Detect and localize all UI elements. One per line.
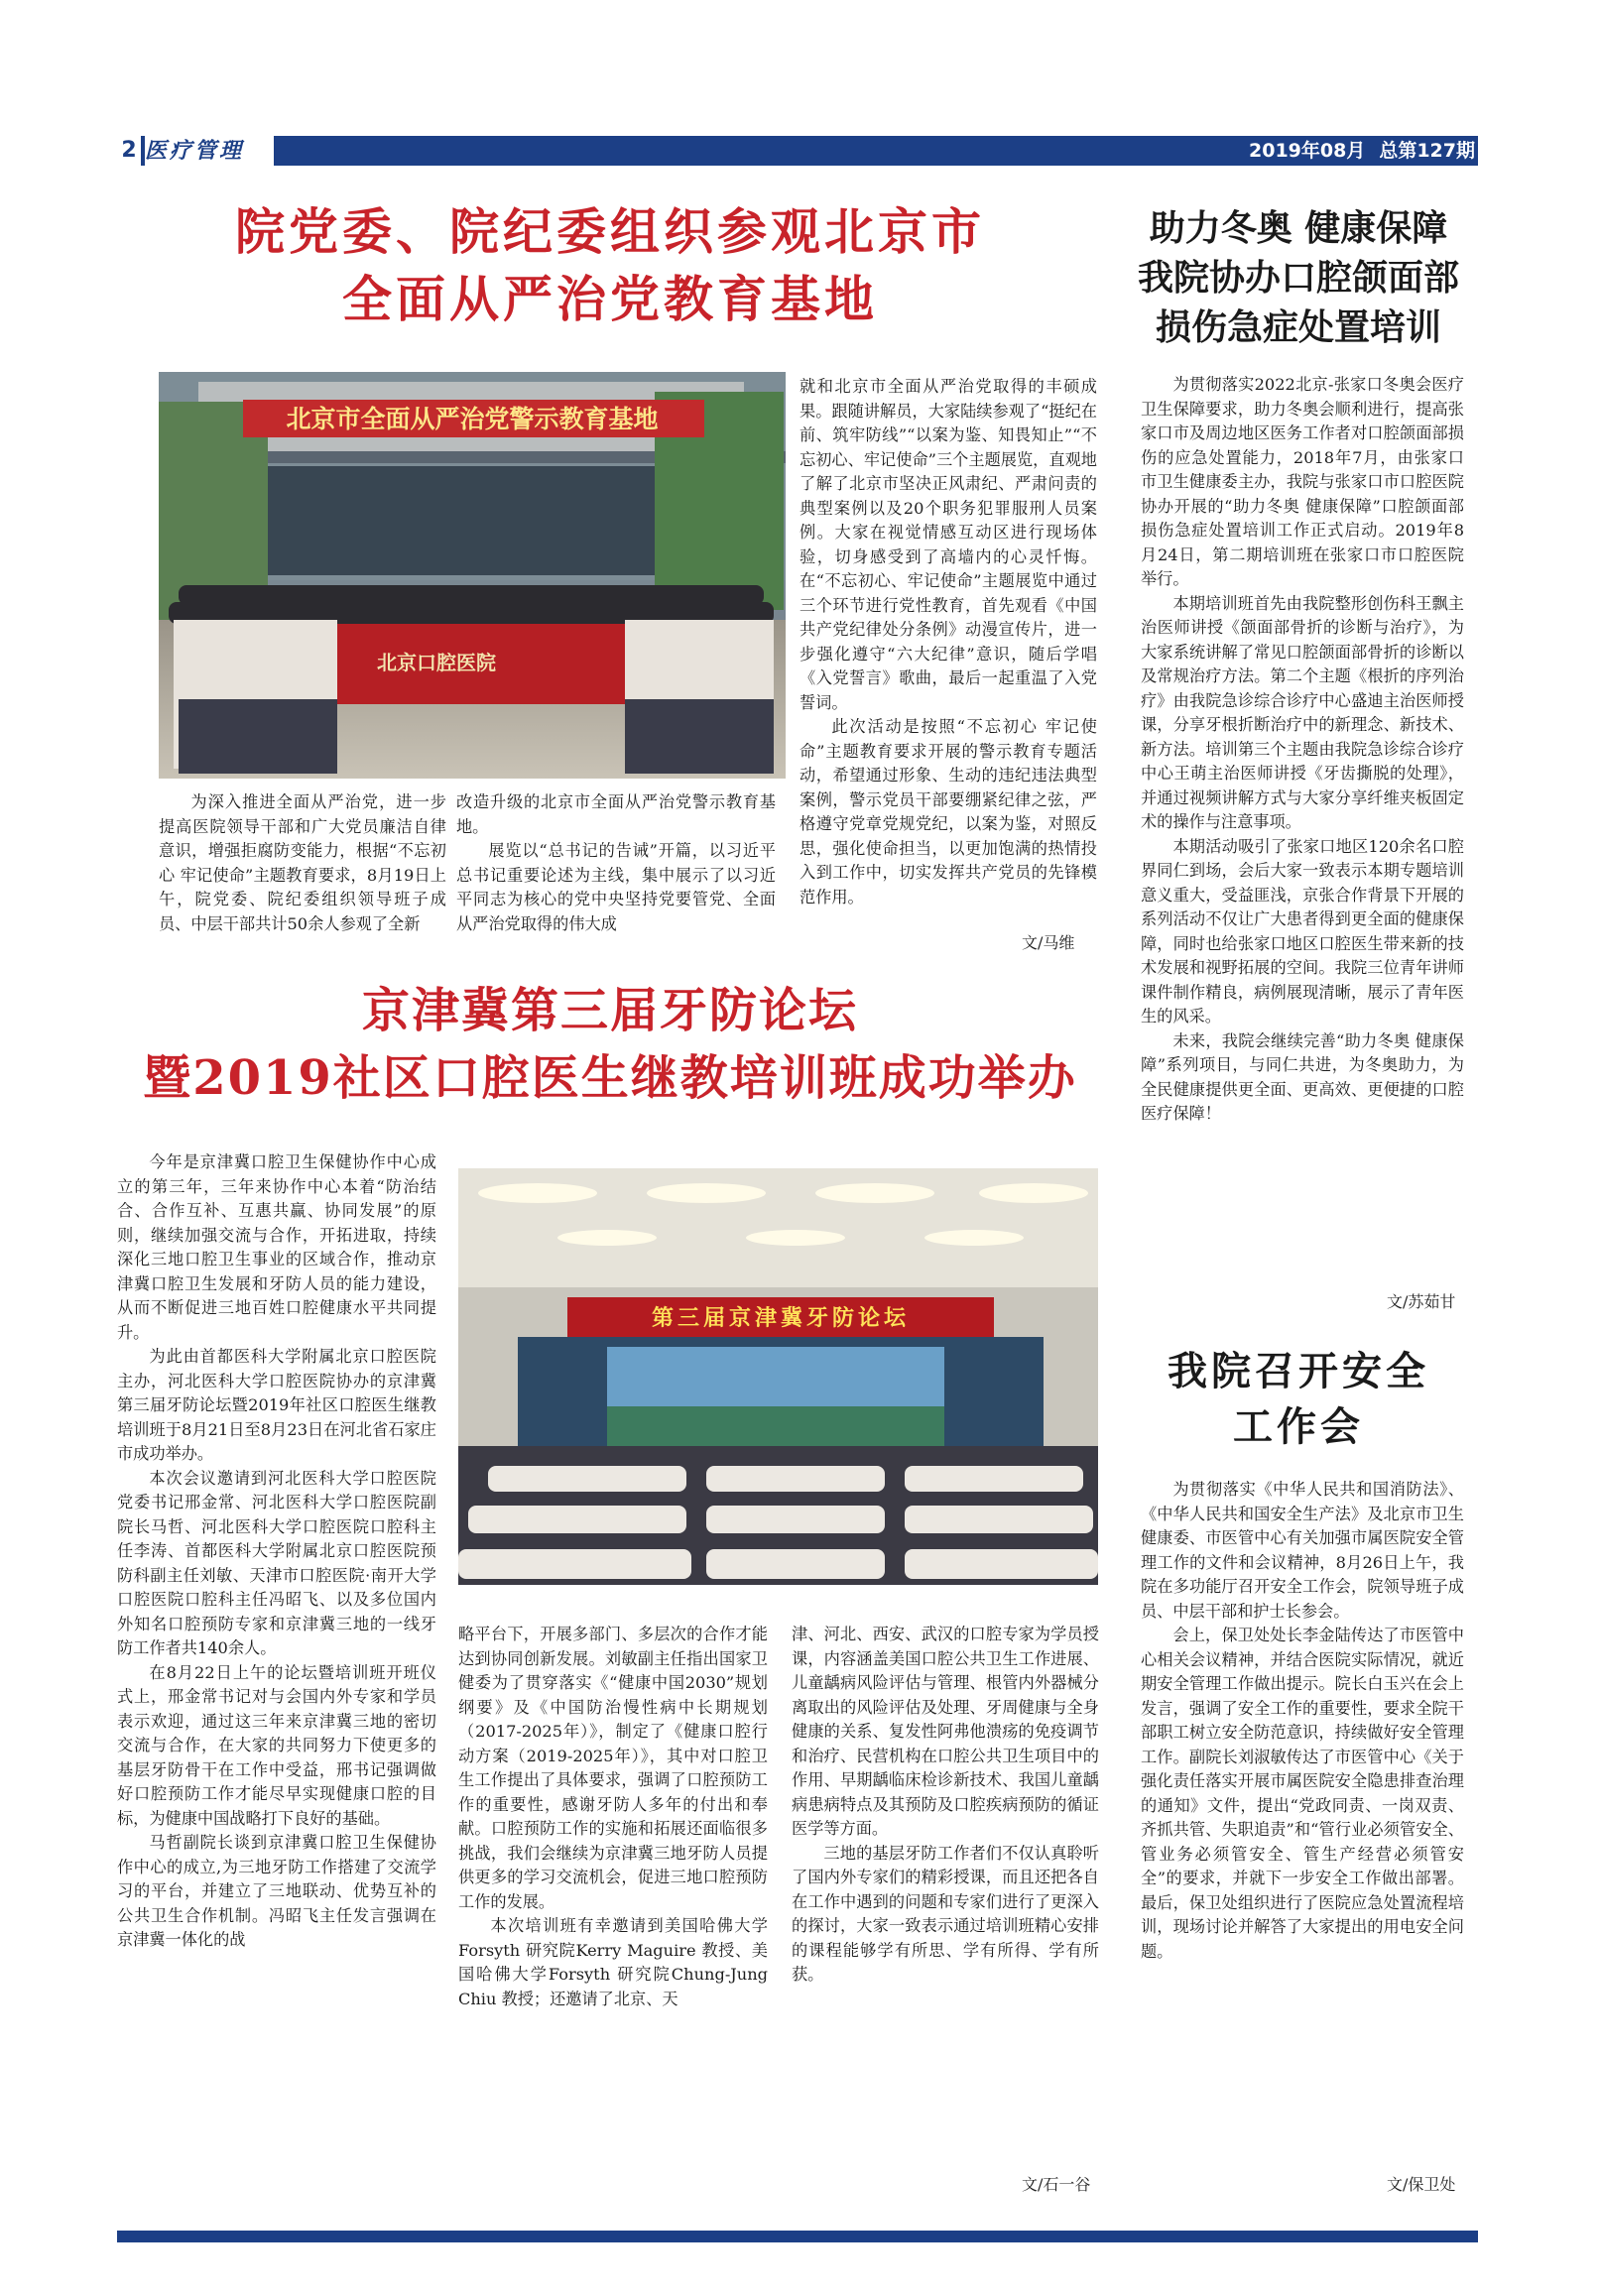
article2-paragraph: 本次会议邀请到河北医科大学口腔医院党委书记邢金常、河北医科大学口腔医院副院长马哲、河北医科大学口腔医院口腔科主任李涛、首都医科大学附属北京口腔医院预防科副主任刘敏、天津市口腔医院·南开大学口腔医院口腔科主任冯昭飞、以及多位国内外知名口腔预防专家和京津冀三地的一线牙防工作者共140余人。 — [117, 1468, 436, 1657]
photo-banner-text: 北京市全面从严治党警示教育基地 — [286, 405, 659, 433]
article1-paragraph: 此次活动是按照“不忘初心 牢记使命”主题教育要求开展的警示教育专题活动，希望通过形象、生动的违纪违法典型案例，警示党员干部要绷紧纪律之弦，严格遵守党章党规党纪，以案为鉴，对照反思，强化使命担当，以更加饱满的热情投入到工作中，切实发挥共产党员的先锋模范作用。 — [800, 717, 1097, 906]
article2-paragraph: 略平台下，开展多部门、多层次的合作才能达到协同创新发展。刘敏副主任指出国家卫健委为了贯穿落实《“健康中国2030”规划纲要》及《中国防治慢性病中长期规划（2017-2025年）》，制定了《健康口腔行动方案（2019-2025年）》，其中对口腔卫生工作提出了具体要求，强调了口腔预防工作的重要性，感谢牙防人多年的付出和奉献。口腔预防工作的实施和拓展还面临很多挑战，我们会继续为京津冀三地牙防人员提供更多的学习交流机会，促进三地口腔预防工作的发展。 — [458, 1625, 768, 1911]
article2-title — [119, 977, 1101, 1112]
article2-photo — [458, 1168, 1098, 1585]
section-title: 医疗管理 — [145, 136, 274, 166]
article2-paragraph: 在8月22日上午的论坛暨培训班开班仪式上，邢金常书记对与会国内外专家和学员表示欢迎，通过这三年来京津冀三地的密切交流与合作，在大家的共同努力下使更多的基层牙防骨干在工作中受益，邢书记强调做好口腔预防工作才能尽早实现健康口腔的目标，为健康中国战略打下良好的基础。 — [117, 1662, 436, 1828]
article1-paragraph: 为深入推进全面从严治党，进一步提高医院领导干部和广大党员廉洁自律意识，增强拒腐防变能力，根据“不忘初心 牢记使命”主题教育要求，8月19日上午，院党委、院纪委组织领导班子成员、中层干部共计50余人参观了全新 — [159, 792, 446, 933]
article2-col2 — [458, 1623, 768, 2011]
issue-info — [1235, 136, 1475, 166]
article4-paragraph: 为贯彻落实《中华人民共和国消防法》、《中华人民共和国安全生产法》及北京市卫生健康委、市医管中心有关加强市属医院安全管理工作的文件和会议精神，8月26日上午，我院在多功能厅召开安全工作会，院领导班子成员、中层干部和护士长参会。 — [1141, 1480, 1464, 1621]
article2-paragraph: 今年是京津冀口腔卫生保健协作中心成立的第三年，三年来协作中心本着“防治结合、合作互补、互惠共赢、协同发展”的原则，继续加强交流与合作，开拓进取，持续深化三地口腔卫生事业的区域合作，推动京津冀口腔卫生发展和牙防人员的能力建设，从而不断促进三地百姓口腔健康水平共同提升。 — [117, 1152, 436, 1342]
footer-bar — [117, 2231, 1478, 2242]
article2-paragraph: 马哲副院长谈到京津冀口腔卫生保健协作中心的成立,为三地牙防工作搭建了交流学习的平台，并建立了三地联动、优势互补的公共卫生合作机制。冯昭飞主任发言强调在京津冀一体化的战 — [117, 1833, 436, 1949]
article1-col2 — [456, 790, 776, 936]
article3-byline: 文/苏茹甘 — [1387, 1292, 1456, 1311]
article4-title — [1119, 1344, 1478, 1455]
article1-title-line2: 全面从严治党教育基地 — [342, 270, 878, 328]
article2-title-line2: 暨2019社区口腔医生继教培训班成功举办 — [143, 1050, 1077, 1106]
article3-title-line2: 我院协办口腔颌面部 — [1137, 257, 1459, 299]
article2-paragraph: 津、河北、西安、武汉的口腔专家为学员授课，内容涵盖美国口腔公共卫生工作进展、儿童龋病风险评估与管理、根管内外器械分离取出的风险评估及处理、牙周健康与全身健康的关系、复发性阿弗他溃疡的免疫调节和治疗、民营机构在口腔公共卫生项目中的作用、早期龋临床检诊新技术、我国儿童龋病患病特点及其预防及口腔疾病预防的循证医学等方面。 — [792, 1625, 1099, 1838]
photo-banner-text: 第三届京津冀牙防论坛 — [651, 1306, 911, 1331]
issue-date: 2019年08月 — [1249, 140, 1366, 162]
article4-paragraph: 会上，保卫处处长李金陆传达了市医管中心相关会议精神，并结合医院实际情况，就近期安全管理工作做出提示。院长白玉兴在会上发言，强调了安全工作的重要性，要求全院干部职工树立安全防范意识，持续做好安全管理工作。副院长刘淑敏传达了市医管中心《关于强化责任落实开展市属医院安全隐患排查治理的通知》文件，提出“党政同责、一岗双责、齐抓共管、失职追责”和“管行业必须管安全、管业务必须管安全、管生产经营必须管安全”的要求，并就下一步安全工作做出部署。最后，保卫处组织进行了医院应急处置流程培训，现场讨论并解答了大家提出的用电安全问题。 — [1141, 1626, 1464, 1961]
article1-photo — [159, 372, 786, 779]
article2-paragraph: 三地的基层牙防工作者们不仅认真聆听了国内外专家们的精彩授课，而且还把各自在工作中遇到的问题和专家们进行了更深入的探讨，大家一致表示通过培训班精心安排的课程能够学有所思、学有所得、学有所获。 — [792, 1843, 1099, 1984]
article3-title-line1: 助力冬奥 健康保障 — [1149, 207, 1448, 249]
article4-byline: 文/保卫处 — [1387, 2175, 1456, 2194]
article3-title-line3: 损伤急症处置培训 — [1155, 306, 1441, 348]
article2-title-line1: 京津冀第三届牙防论坛 — [361, 983, 858, 1038]
article3-body — [1141, 373, 1464, 1127]
article4-body — [1141, 1478, 1464, 1964]
article3-paragraph: 本期活动吸引了张家口地区120余名口腔界同仁到场，会后大家一致表示本期专题培训意义重大，受益匪浅，京张合作背景下开展的系列活动不仅让广大患者得到更全面的健康保障，同时也给张家口地区口腔医生带来新的技术发展和视野拓展的空间。我院三位青年讲师课件制作精良，病例展现清晰，展示了青年医生的风采。 — [1141, 836, 1464, 1026]
article1-paragraph: 就和北京市全面从严治党取得的丰硕成果。跟随讲解员，大家陆续参观了“挺纪在前、筑牢防线”“以案为鉴、知畏知止”“不忘初心、牢记使命”三个主题展览，直观地了解了北京市坚决正风肃纪、严肃问责的典型案例以及20个职务犯罪服刑人员案例。大家在视觉情感互动区进行现场体验，切身感受到了高墙内的心灵忏悔。在“不忘初心、牢记使命”主题展览中通过三个环节进行党性教育，首先观看《中国共产党纪律处分条例》动漫宣传片，进一步强化遵守“六大纪律”意识，随后学唱《入党誓言》歌曲，最后一起重温了入党誓词。 — [800, 377, 1097, 712]
article2-paragraph: 为此由首都医科大学附属北京口腔医院主办，河北医科大学口腔医院协办的京津冀第三届牙防论坛暨2019年社区口腔医生继教培训班于8月21日至8月23日在河北省石家庄市成功举办。 — [117, 1347, 436, 1463]
article1-title — [119, 198, 1101, 333]
flag-text: 北京口腔医院 — [377, 651, 496, 674]
article3-paragraph: 本期培训班首先由我院整形创伤科王飘主治医师讲授《颌面部骨折的诊断与治疗》，为大家系统讲解了常见口腔颌面部骨折的诊断以及常规治疗方法。第二个主题《根折的序列治疗》由我院急诊综合诊疗中心盛迪主治医师授课，分享牙根折断治疗中的新理念、新技术、新方法。培训第三个主题由我院急诊综合诊疗中心王萌主治医师讲授《牙齿撕脱的处理》，并通过视频讲解方式与大家分享纤维夹板固定术的操作与注意事项。 — [1141, 593, 1464, 831]
article1-title-line1: 院党委、院纪委组织参观北京市 — [235, 202, 985, 261]
article1-col3 — [800, 375, 1097, 909]
article1-col1 — [159, 790, 446, 936]
article1-byline: 文/马维 — [1022, 933, 1075, 952]
issue-number: 总第127期 — [1379, 140, 1475, 162]
article2-paragraph: 本次培训班有幸邀请到美国哈佛大学Forsyth 研究院Kerry Maguire 教授、美国哈佛大学Forsyth 研究院Chung-Jung Chiu 教授；还邀请了北京、天 — [458, 1916, 768, 2008]
article2-col1 — [117, 1150, 436, 1953]
article4-title-line2: 工作会 — [1233, 1403, 1364, 1450]
article3-paragraph: 为贯彻落实2022北京-张家口冬奥会医疗卫生保障要求，助力冬奥会顺利进行，提高张家口市及周边地区医务工作者对口腔颌面部损伤的应急处置能力，2018年7月，由张家口市卫生健康委主办，我院与张家口市口腔医院协办开展的“助力冬奥 健康保障”口腔颌面部损伤急症处置培训工作正式启动。2019年8月24日，第二期培训班在张家口市口腔医院举行。 — [1141, 375, 1464, 588]
page-number: 2 — [117, 136, 141, 166]
article2-byline: 文/石一谷 — [1022, 2175, 1091, 2194]
article1-paragraph: 改造升级的北京市全面从严治党警示教育基地。 — [456, 792, 776, 836]
article2-col3 — [792, 1623, 1099, 1988]
article4-title-line1: 我院召开安全 — [1168, 1348, 1429, 1394]
article1-paragraph: 展览以“总书记的告诫”开篇，以习近平总书记重要论述为主线，集中展示了以习近平同志为核心的党中央坚持党要管党、全面从严治党取得的伟大成 — [456, 841, 776, 933]
article3-paragraph: 未来，我院会继续完善“助力冬奥 健康保障”系列项目，与同仁共进，为冬奥助力，为全民健康提供更全面、更高效、更便捷的口腔医疗保障！ — [1141, 1030, 1464, 1123]
forum-hall-illustration — [458, 1168, 1098, 1585]
article3-title — [1119, 203, 1478, 352]
group-photo-illustration — [159, 372, 786, 779]
